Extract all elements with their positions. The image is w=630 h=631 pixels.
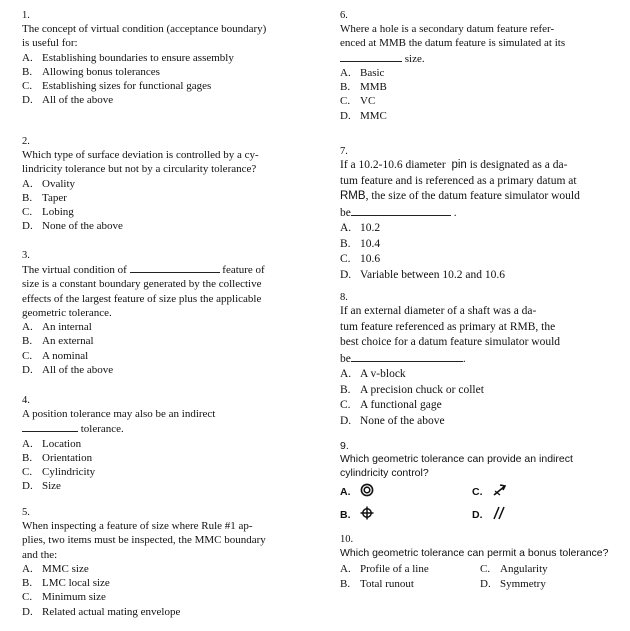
answer-option[interactable]: A. — [340, 483, 472, 501]
answer-option[interactable]: B. — [340, 506, 472, 524]
answer-options — [340, 221, 625, 283]
answer-option[interactable]: B. LMC local size — [22, 577, 110, 590]
answer-options — [22, 51, 312, 108]
question-2 — [22, 136, 317, 234]
fill-in-blank[interactable] — [340, 51, 402, 62]
answer-option[interactable]: C. Angularity — [480, 563, 548, 575]
fill-in-blank[interactable] — [130, 262, 220, 273]
answer-option[interactable]: A. 10.2 — [340, 222, 381, 234]
answer-option[interactable]: A. MMC size — [22, 562, 89, 575]
question-stem: If a 10.2-10.6 diameter pin is designated as a da- tum feature and is referenced as a primary datum at RMB, the size of the datum feature simulator would be . — [340, 159, 580, 219]
answer-option[interactable]: C. 10.6 — [340, 253, 381, 265]
answer-option[interactable]: A. Profile of a line — [340, 563, 429, 575]
answer-options — [22, 320, 317, 377]
question-number: 2. — [22, 136, 30, 147]
fill-in-blank[interactable] — [351, 205, 451, 216]
question-9 — [340, 440, 625, 524]
question-7 — [340, 146, 625, 283]
answer-option[interactable]: C. Minimum size — [22, 591, 106, 604]
question-number: 3. — [22, 250, 30, 261]
answer-option[interactable]: D. Symmetry — [480, 578, 546, 590]
answer-option[interactable]: B. Orientation — [22, 451, 93, 464]
question-stem: Which geometric tolerance can permit a bonus tolerance? — [340, 547, 609, 559]
question-stem: Which type of surface deviation is controlled by a cy- lindricity tolerance but not by a circularity tolerance? — [22, 149, 259, 176]
answer-option[interactable]: A. Location — [22, 437, 82, 450]
question-stem: When inspecting a feature of size where Rule #1 ap- plies, two items must be inspected, the MMC boundary and the: — [22, 520, 266, 561]
question-stem: Where a hole is a secondary datum feature refer- enced at MMB the datum feature is simulated at its size. — [340, 23, 566, 65]
answer-options — [340, 66, 620, 123]
question-3 — [22, 250, 317, 377]
question-10 — [340, 534, 625, 591]
question-number: 10. — [340, 534, 354, 545]
answer-option[interactable]: A. Basic — [340, 66, 385, 79]
answer-option[interactable]: C. VC — [340, 95, 376, 108]
position-icon — [360, 506, 374, 524]
answer-option[interactable]: A. Establishing boundaries to ensure assembly — [22, 51, 234, 64]
question-stem: Which geometric tolerance can provide an indirect cylindricity control? — [340, 453, 573, 479]
question-number: 5. — [22, 507, 30, 518]
question-6 — [340, 10, 620, 123]
answer-option[interactable]: C. A functional gage — [340, 399, 442, 411]
question-number: 1. — [22, 10, 30, 21]
parallelism-icon — [492, 506, 506, 524]
question-stem: If an external diameter of a shaft was a da- tum feature referenced as primary at RMB, the best choice for a datum feature simulator would be . — [340, 305, 561, 365]
answer-option[interactable]: A. An internal — [22, 321, 92, 334]
question-number: 7. — [340, 146, 348, 157]
answer-option[interactable]: D. All of the above — [22, 94, 114, 107]
question-8 — [340, 292, 625, 429]
answer-option[interactable]: B. Total runout — [340, 578, 414, 590]
answer-option[interactable]: C. Lobing — [22, 206, 74, 219]
answer-options — [22, 562, 317, 619]
answer-option[interactable]: D. — [472, 506, 612, 524]
answer-option[interactable]: A. A v-block — [340, 368, 406, 380]
question-stem: A position tolerance may also be an indirect tolerance. — [22, 408, 216, 436]
answer-option[interactable]: B. MMB — [340, 81, 387, 94]
answer-option[interactable]: D. None of the above — [22, 220, 123, 233]
answer-option[interactable]: B. 10.4 — [340, 237, 381, 250]
answer-option[interactable]: A. Ovality — [22, 177, 75, 190]
answer-option[interactable]: C. — [472, 483, 612, 501]
answer-option[interactable]: C. A nominal — [22, 349, 89, 362]
answer-option[interactable]: B. Allowing bonus tolerances — [22, 65, 160, 78]
answer-option[interactable]: D. None of the above — [340, 414, 445, 427]
answer-option[interactable]: D. All of the above — [22, 364, 114, 377]
question-1 — [22, 10, 312, 108]
answer-option[interactable]: D. Related actual mating envelope — [22, 605, 181, 618]
answer-option[interactable]: D. Size — [22, 480, 61, 493]
question-4 — [22, 395, 317, 494]
question-number: 6. — [340, 10, 348, 21]
circular-runout-icon — [492, 483, 508, 501]
answer-option[interactable]: B. A precision chuck or collet — [340, 383, 484, 396]
answer-options — [22, 177, 317, 234]
question-stem: The concept of virtual condition (acceptance boundary) is useful for: — [22, 23, 267, 50]
question-number: 4. — [22, 395, 30, 406]
answer-option[interactable]: B. An external — [22, 335, 94, 348]
answer-options — [340, 562, 625, 591]
answer-option[interactable]: B. Taper — [22, 191, 67, 204]
answer-option[interactable]: D. MMC — [340, 109, 387, 122]
answer-options — [340, 367, 625, 429]
question-stem: The virtual condition of feature of size is a constant boundary generated by the collective effects of the largest feature of size plus the applicable geometric tolerance. — [22, 264, 265, 319]
answer-options — [22, 437, 317, 494]
question-number: 8. — [340, 292, 348, 303]
question-5 — [22, 507, 317, 619]
answer-options — [340, 483, 625, 524]
concentricity-icon — [360, 483, 374, 501]
fill-in-blank[interactable] — [22, 421, 78, 432]
question-number: 9. — [340, 440, 349, 452]
answer-option[interactable]: C. Cylindricity — [22, 466, 96, 479]
answer-option[interactable]: C. Establishing sizes for functional gages — [22, 80, 212, 93]
fill-in-blank[interactable] — [351, 351, 463, 362]
answer-option[interactable]: D. Variable between 10.2 and 10.6 — [340, 268, 505, 281]
